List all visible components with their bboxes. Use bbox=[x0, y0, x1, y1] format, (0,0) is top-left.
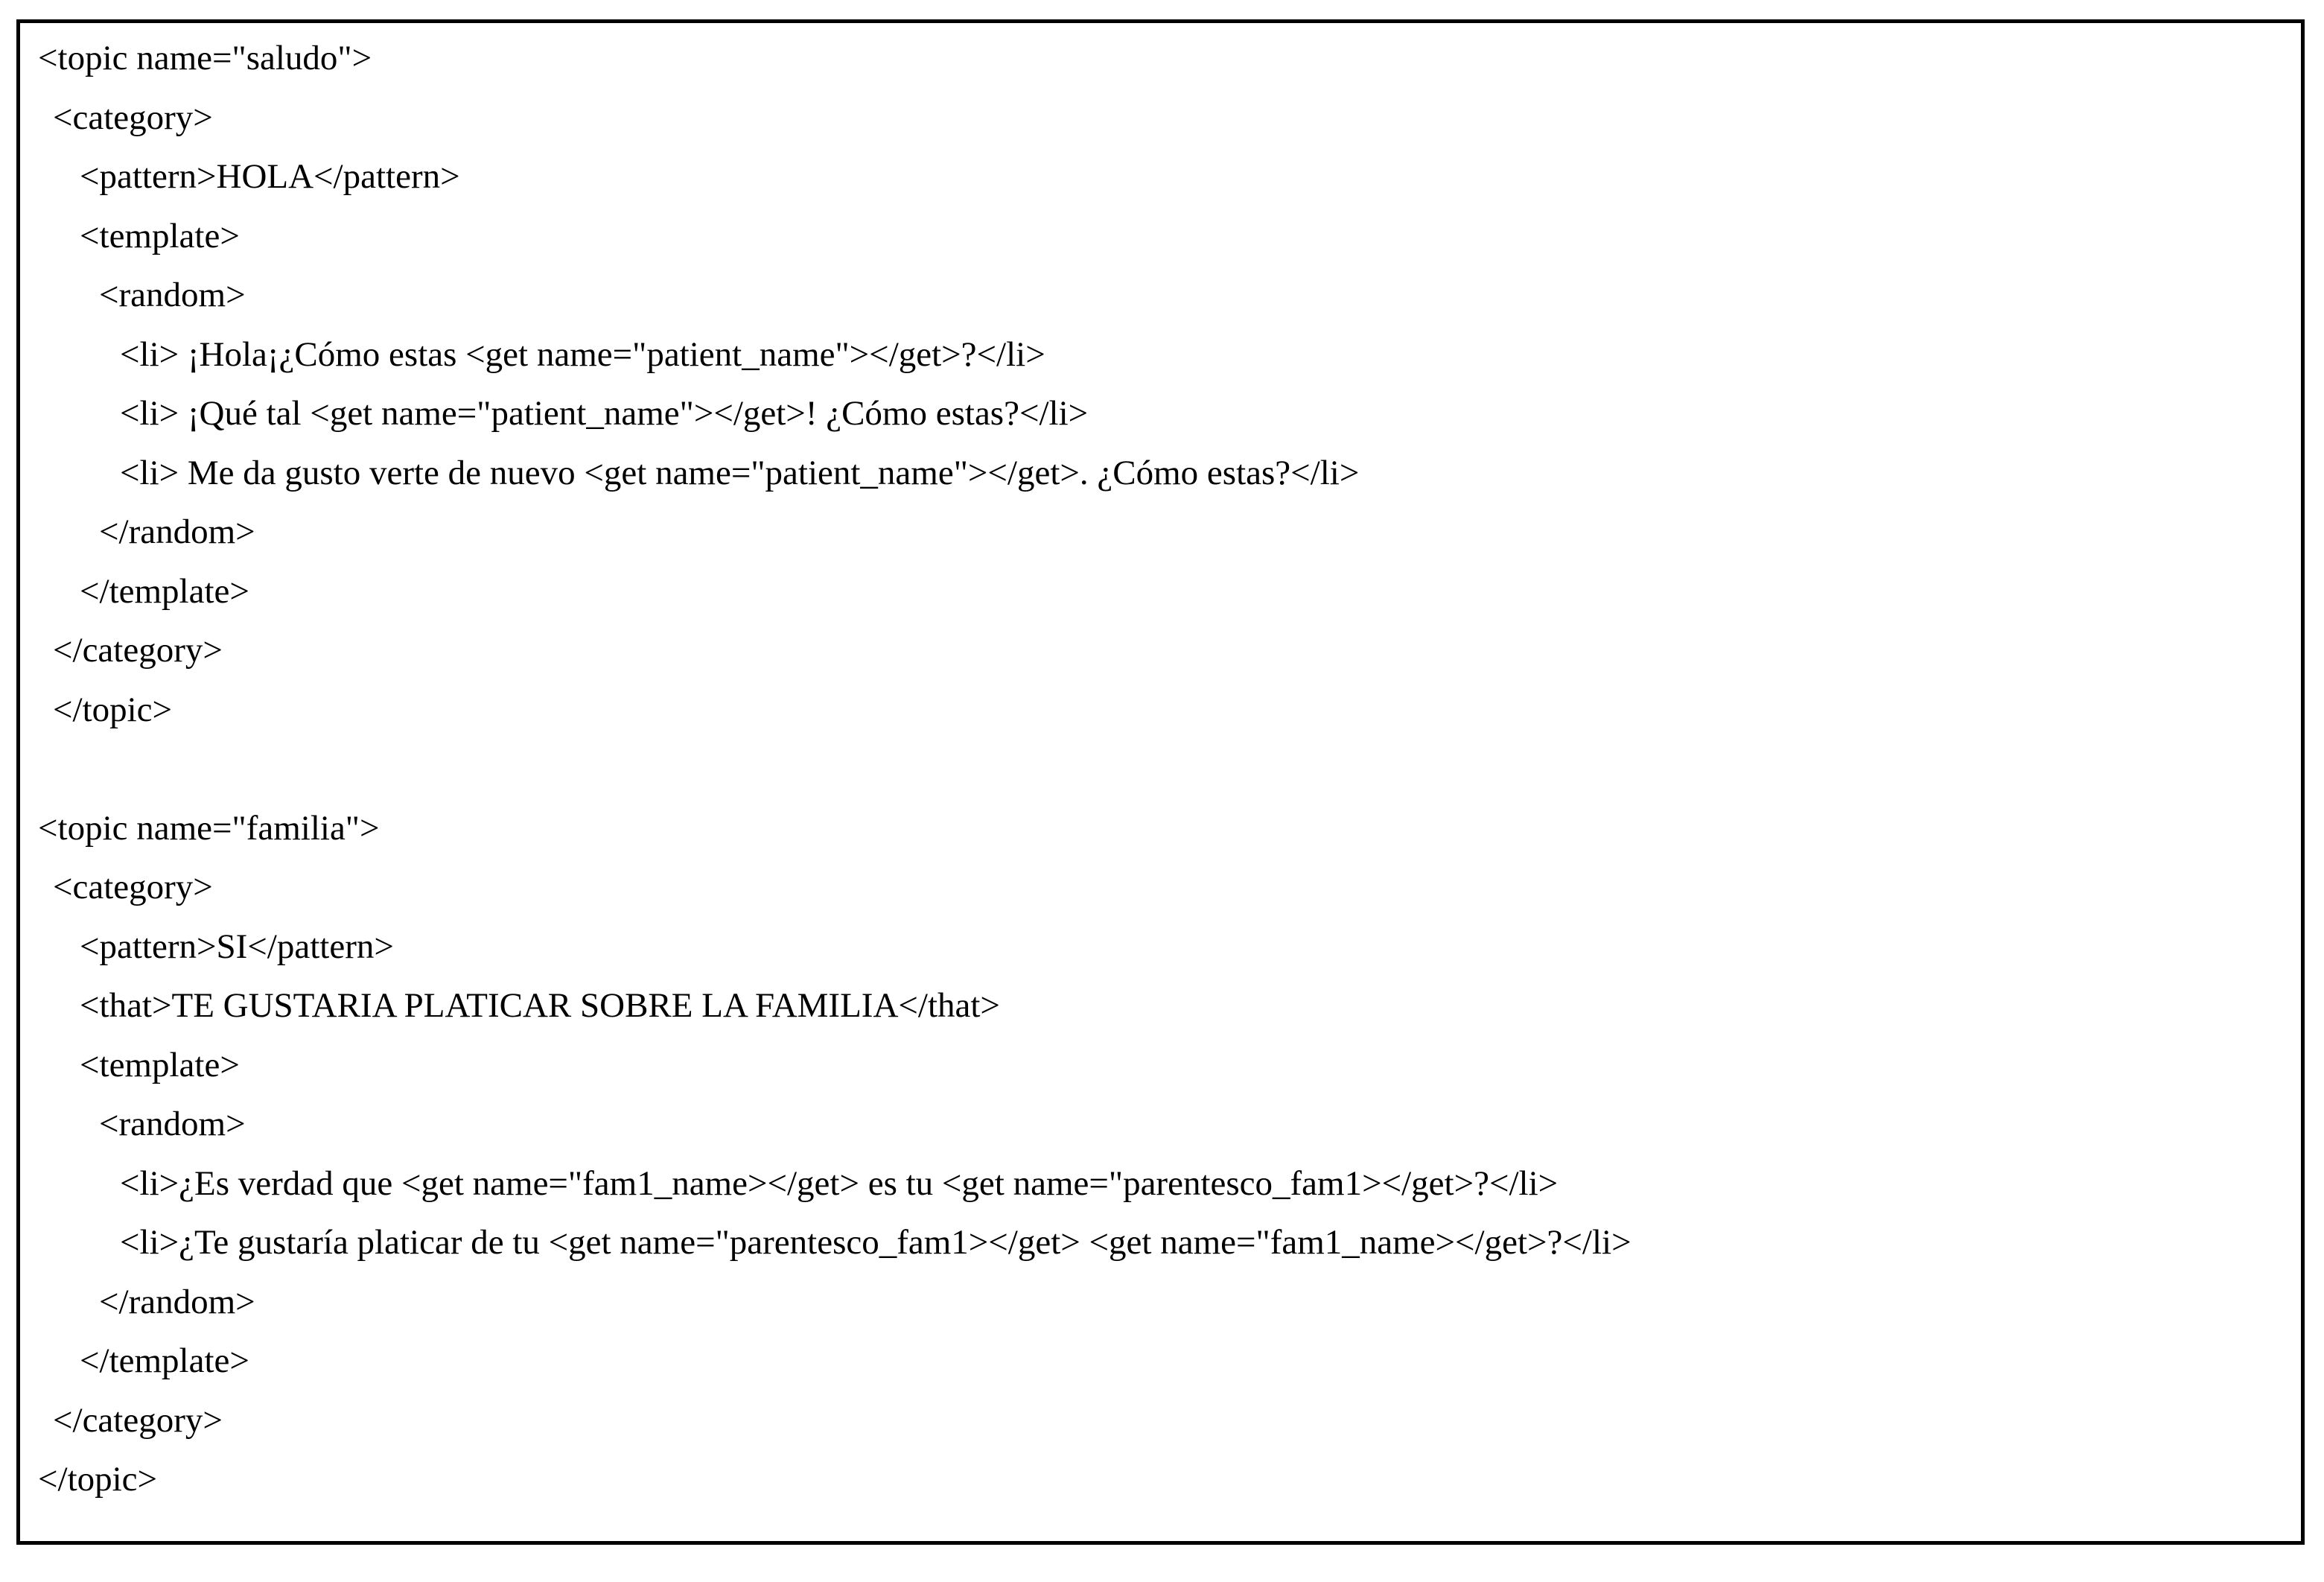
code-line: <random> bbox=[99, 1105, 246, 1143]
code-line: </category> bbox=[53, 631, 223, 670]
code-line: <li> ¡Hola¡¿Cómo estas <get name="patient_name"></get>?</li> bbox=[120, 334, 1045, 374]
code-line: </random> bbox=[99, 512, 255, 551]
code-line: </random> bbox=[99, 1282, 255, 1321]
code-line: </template> bbox=[80, 1341, 249, 1380]
code-line: <topic name="saludo"> bbox=[38, 39, 372, 77]
code-line: <topic name="familia"> bbox=[38, 808, 380, 848]
code-line: <template> bbox=[80, 1045, 240, 1084]
code-line: <random> bbox=[99, 276, 246, 314]
code-line: <pattern>SI</pattern> bbox=[80, 927, 394, 966]
code-line: <category> bbox=[53, 98, 213, 137]
code-line: <li>¿Es verdad que <get name="fam1_name></get> es tu <get name="parentesco_fam1></get>?</li> bbox=[120, 1163, 1559, 1203]
code-line: <template> bbox=[80, 216, 240, 255]
code-line: <category> bbox=[53, 868, 213, 906]
code-line: </category> bbox=[53, 1400, 223, 1440]
code-line: <li>¿Te gustaría platicar de tu <get name="parentesco_fam1></get> <get name="fam1_name></get>?</li> bbox=[120, 1223, 1631, 1262]
code-line: </topic> bbox=[53, 690, 173, 729]
code-line: </topic> bbox=[38, 1460, 158, 1499]
code-listing-body bbox=[38, 29, 2298, 1510]
code-line: </template> bbox=[80, 571, 249, 611]
code-listing-frame bbox=[16, 19, 2305, 1545]
code-blank-line bbox=[38, 740, 2298, 799]
code-line: <pattern>HOLA</pattern> bbox=[80, 157, 460, 196]
code-line: <li> Me da gusto verte de nuevo <get name="patient_name"></get>. ¿Cómo estas?</li> bbox=[120, 453, 1360, 492]
code-line: <that>TE GUSTARIA PLATICAR SOBRE LA FAMILIA</that> bbox=[80, 986, 1000, 1025]
code-line: <li> ¡Qué tal <get name="patient_name"></get>! ¿Cómo estas?</li> bbox=[120, 394, 1089, 433]
